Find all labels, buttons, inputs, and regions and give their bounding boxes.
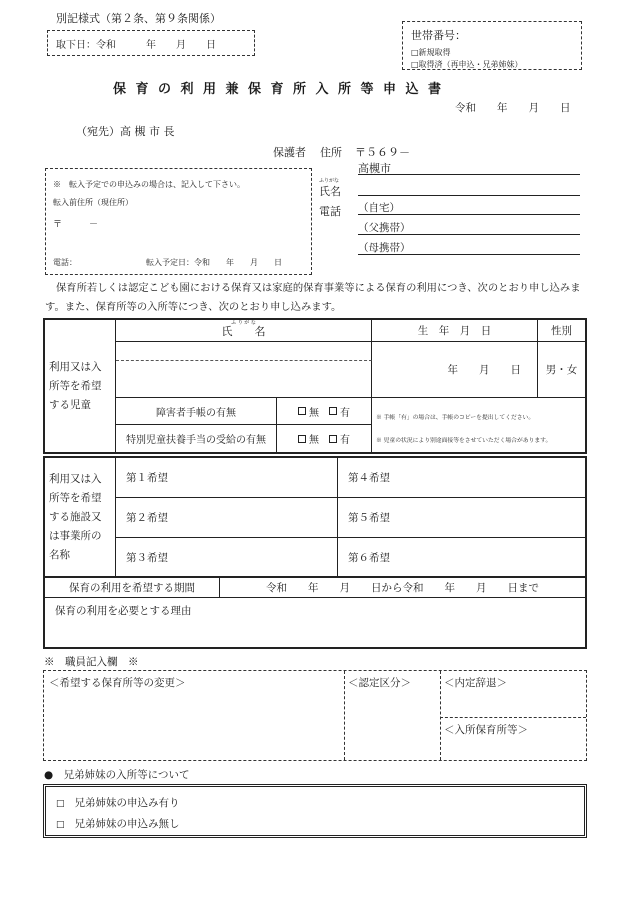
transfer-box [45,168,312,275]
addressee: （宛先）高 槻 市 長 [76,125,175,138]
move-date[interactable]: 転入予定日：令和 年 月 日 [146,258,282,267]
child-name-ruby: ふ り が な [231,320,256,326]
checkbox-icon[interactable]: □ [56,799,65,809]
phone-home-label: （自宅） [358,202,400,214]
decline-label: ＜内定辞退＞ [444,677,507,689]
phone-mother-line[interactable] [358,240,580,255]
phone-mother-label: （母携帯） [358,242,411,254]
checkbox-icon[interactable] [329,407,337,415]
name-header-cell [116,320,372,342]
transfer-note: ※ 転入予定での申込みの場合は、記入して下さい。 [53,180,245,189]
checkbox-icon[interactable] [329,435,337,443]
allowance-choice[interactable]: 無 有 [277,425,372,452]
allowance-label-cell: 特別児童扶養手当の受給の有無 [116,425,277,452]
period-reason-table [43,578,587,649]
sibling-heading: ● 兄弟姉妹の入所等について [44,769,190,781]
phone-label: 電話 [319,205,341,218]
sibling-opt-no[interactable]: □ 兄弟姉妹の申込み無し [56,818,180,830]
prev-address-label: 転入前住所（現住所） [53,198,133,207]
name-label: 氏名 [319,185,341,198]
checkbox-icon[interactable] [298,407,306,415]
disability-label-cell: 障害者手帳の有無 [116,398,277,425]
household-opt-new[interactable]: □新規取得 [411,48,451,57]
disability-choice[interactable]: 無 有 [277,398,372,425]
child-ruby-field[interactable] [116,342,372,361]
child-row-label: 利用又は入所等を希望する児童 [45,320,116,452]
facility-table [43,456,587,578]
staff-heading: ※ 職員記入欄 ※ [44,656,139,668]
household-number-box [402,21,582,70]
page-title: 保育の利用兼保育所入所等申込書 [113,82,451,97]
name-ruby: ふりがな [319,178,340,184]
reason-field[interactable] [45,598,585,647]
postal-code[interactable]: 〒５６９－ [355,146,410,159]
child-table [43,318,587,454]
choice-6[interactable]: 第６希望 [348,551,390,564]
change-label: ＜希望する保育所等の変更＞ [49,677,186,689]
transfer-phone-label: 電話： [53,258,77,267]
facility-row-label: 利用又は入所等を希望する施設又は事業所の名称 [45,458,116,576]
household-opt-existing[interactable]: □取得済（再申込・兄弟姉妹） [411,60,523,69]
phone-father-label: （父携帯） [358,222,411,234]
intro-text: 保育所若しくは認定こども園における保育又は家庭的保育事業等による保育の利用につき、次のとおり申し込みます。また、保育所等の入所等につき、次のとおり申し込みます。 [45,282,581,313]
note-1: ※ 手帳「有」の場合は、手帳のコピーを提出してください。 [376,415,535,421]
reason-label: 保育の利用を必要とする理由 [55,605,192,617]
phone-father-line[interactable] [358,220,580,235]
sex-header-cell: 性別 [538,320,585,342]
application-date[interactable]: 令和 年 月 日 [455,102,571,114]
child-name-field[interactable] [116,361,372,398]
choice-5[interactable]: 第５希望 [338,498,585,538]
guardian-label: 保護者 [273,146,306,159]
notes-cell [372,398,585,452]
note-2: ※ 児童の状況により別途面接等をさせていただく場合があります。 [376,438,552,444]
dob-field[interactable]: 年 月 日 [372,342,538,398]
phone-home-line[interactable] [358,200,580,215]
name-line[interactable] [358,181,580,196]
period-label-cell: 保育の利用を希望する期間 [45,578,220,598]
form-label: 別記様式（第２条、第９条関係） [56,12,221,25]
period-value[interactable]: 令和 年 月 日から令和 年 月 日まで [220,578,585,598]
sex-field[interactable]: 男・女 [538,342,585,398]
admission-label: ＜入所保育所等＞ [444,724,528,736]
checkbox-icon[interactable]: □ [56,820,65,830]
city-name: 高槻市 [358,162,391,175]
sibling-box [43,784,587,838]
sibling-opt-yes[interactable]: □ 兄弟姉妹の申込み有り [56,797,180,809]
address-line[interactable] [358,160,580,175]
choice-4[interactable]: 第４希望 [338,458,585,498]
choice-3[interactable]: 第３希望 [116,538,338,576]
staff-box [43,670,587,761]
household-number-label: 世帯番号： [411,29,466,42]
withdraw-date-box [47,30,255,56]
choice-1[interactable]: 第１希望 [116,458,338,498]
cert-label: ＜認定区分＞ [348,677,411,689]
address-label: 住所 [320,146,342,159]
checkbox-icon[interactable] [298,435,306,443]
choice-2[interactable]: 第２希望 [116,498,338,538]
withdraw-date: 取下日：令和 年 月 日 [56,39,216,51]
child-name-header: 氏 名 [221,325,266,338]
dob-header-cell: 生 年 月 日 [372,320,538,342]
transfer-postal[interactable]: 〒 － [53,220,99,230]
